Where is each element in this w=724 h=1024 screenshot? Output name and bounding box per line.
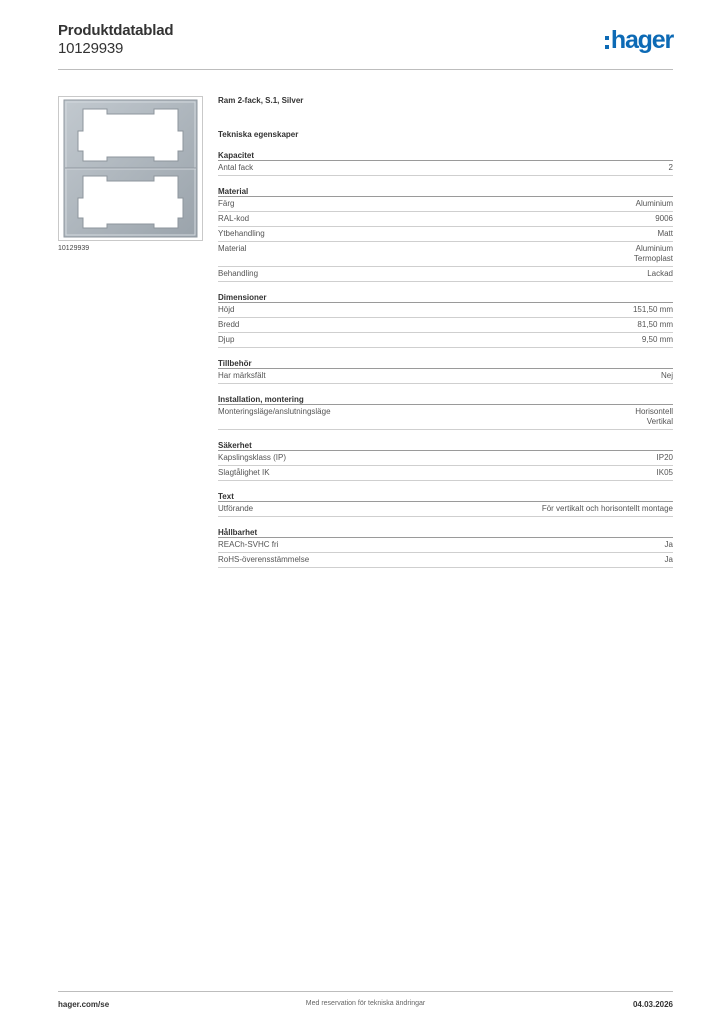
spec-value [657,468,673,478]
page-footer [58,991,673,1016]
product-content [218,96,673,579]
spec-label: Antal fack [218,163,254,172]
spec-row [218,538,673,553]
spec-row [218,227,673,242]
section-title: Hållbarhet [218,528,673,538]
spec-row [218,267,673,282]
spec-label: Material [218,244,247,253]
spec-section [218,395,673,430]
spec-value-line: Ja [664,540,673,549]
spec-value [636,199,673,209]
section-title: Säkerhet [218,441,673,451]
spec-value-line: Horisontell [635,407,673,416]
spec-section [218,441,673,481]
document-title: Produktdatablad [58,22,174,39]
double-frame-icon [59,97,202,240]
spec-value [642,335,673,345]
spec-row [218,197,673,212]
spec-value-line: För vertikalt och horisontellt montage [541,504,673,513]
section-title: Installation, montering [218,395,673,405]
spec-value-line: Termoplast [633,254,673,263]
spec-label: Höjd [218,305,235,314]
spec-section [218,528,673,568]
spec-row [218,502,673,517]
section-title: Material [218,187,673,197]
spec-section [218,187,673,282]
spec-section [218,151,673,176]
spec-value-line: Aluminium [635,199,673,208]
spec-label: Utförande [218,504,254,513]
spec-label: Ytbehandling [218,229,265,238]
spec-row [218,161,673,176]
spec-value-line: 9,50 mm [641,335,673,344]
spec-label: Bredd [218,320,240,329]
spec-value [665,540,673,550]
spec-value-line: 151,50 mm [632,305,673,314]
spec-value-line: 9006 [655,214,673,223]
spec-row [218,333,673,348]
image-caption: 10129939 [58,245,90,252]
spec-value [661,371,673,381]
spec-value [657,229,673,239]
section-title: Dimensioner [218,293,673,303]
spec-value-line: IP20 [656,453,673,462]
spec-section [218,359,673,384]
spec-value [655,214,673,224]
footer-date: 04.03.2026 [632,1000,673,1009]
spec-label: Monteringsläge/anslutningsläge [218,407,331,416]
spec-value-line: 81,50 mm [637,320,673,329]
spec-value-line: Aluminium [635,244,673,253]
spec-value-line: IK05 [656,468,673,477]
section-title: Kapacitet [218,151,673,161]
spec-value [542,504,673,514]
spec-value-line: Vertikal [646,417,673,426]
spec-row [218,405,673,430]
section-title: Tillbehör [218,359,673,369]
spec-label: Djup [218,335,235,344]
spec-value [634,244,673,264]
spec-value [635,407,673,427]
spec-label: Slagtålighet IK [218,468,270,477]
spec-row [218,303,673,318]
spec-value-line: Ja [664,555,673,564]
spec-value-line: Nej [660,371,673,380]
spec-row [218,553,673,568]
footer-disclaimer: Med reservation för tekniska ändringar [305,1000,426,1007]
spec-label: Har märksfält [218,371,266,380]
logo-text: hager [610,26,673,54]
spec-label: Kapslingsklass (IP) [218,453,287,462]
product-image [58,96,203,241]
spec-title: Tekniska egenskaper [218,130,299,139]
spec-section [218,492,673,517]
spec-sections [218,151,673,568]
spec-row [218,242,673,267]
document-number: 10129939 [58,40,124,57]
spec-label: RAL-kod [218,214,250,223]
spec-row [218,466,673,481]
spec-value [633,305,673,315]
hager-logo [605,28,673,53]
spec-label: REACh-SVHC fri [218,540,279,549]
logo-colon-icon [605,36,609,49]
spec-value [669,163,673,173]
spec-row [218,451,673,466]
spec-value-line: Matt [657,229,673,238]
spec-label: Färg [218,199,235,208]
spec-value [665,555,673,565]
spec-row [218,369,673,384]
spec-row [218,318,673,333]
spec-value-line: 2 [668,163,673,172]
spec-label: RoHS-överensstämmelse [218,555,310,564]
section-title: Text [218,492,673,502]
spec-value [637,320,673,330]
spec-value-line: Lackad [647,269,673,278]
spec-row [218,212,673,227]
spec-section [218,293,673,348]
footer-website: hager.com/se [58,1000,110,1009]
spec-label: Behandling [218,269,259,278]
page-header [58,22,673,70]
product-name: Ram 2-fack, S.1, Silver [218,96,304,105]
spec-value [657,453,673,463]
spec-value [647,269,673,279]
